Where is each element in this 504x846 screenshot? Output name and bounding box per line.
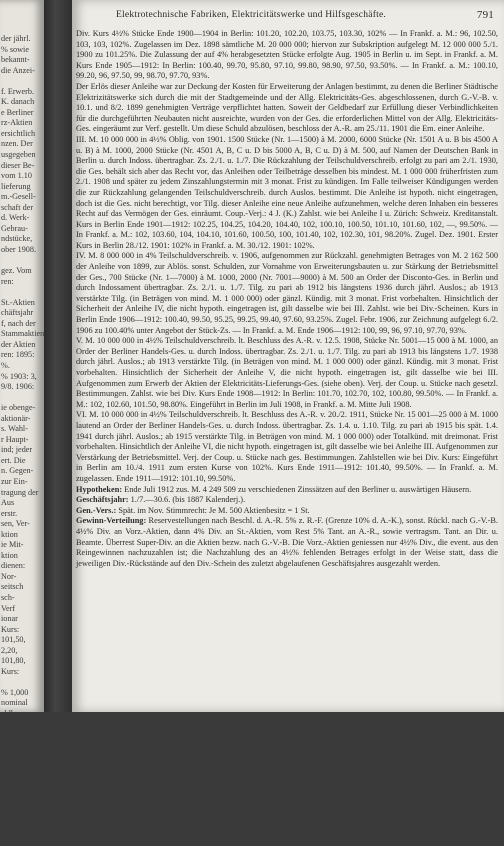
left-fragment-line: glas bbox=[1, 761, 15, 771]
left-fragment-line: ktion bbox=[1, 550, 18, 560]
left-fragment-line: die Anzei- bbox=[1, 65, 35, 75]
left-fragment-line: rz-Aktien bbox=[1, 118, 33, 128]
right-page bbox=[72, 0, 504, 712]
left-fragment-line: rer mit bbox=[1, 730, 24, 740]
left-fragment-line bbox=[1, 76, 44, 87]
left-fragment-line: s. Wahl- bbox=[1, 424, 28, 434]
label-gen-vers: Gen.-Vers.: bbox=[76, 505, 117, 515]
left-fragment-line: aktionär- bbox=[1, 413, 31, 423]
left-fragment-line: gänzlich bbox=[1, 751, 29, 761]
left-fragment-line: nzen. Der bbox=[1, 139, 33, 149]
left-fragment-line: ionar bbox=[1, 614, 18, 624]
left-fragment-line: tragung der bbox=[1, 487, 39, 497]
left-fragment-line: n Fr. bbox=[1, 793, 17, 803]
left-fragment-line: m.-Gesell- bbox=[1, 192, 36, 202]
left-fragment-line: ie obenge- bbox=[1, 403, 36, 413]
text-hypotheken: Ende Juli 1912 zus. M. 4 249 509 zu verschiedenen Zinssätzen auf den Berliner u. auswärtigen Häusern. bbox=[124, 484, 472, 494]
text-gen-vers: Spät. im Nov. Stimmrecht: Je M. 500 Aktienbesitz = 1 St. bbox=[118, 505, 310, 515]
left-page-fragments bbox=[0, 0, 44, 846]
left-fragment-line: d. Werk- bbox=[1, 213, 30, 223]
left-fragment-line: 2,20, bbox=[1, 645, 18, 655]
left-fragment-line: ober 1908. bbox=[1, 244, 37, 254]
left-fragment-line: vom 1.10 bbox=[1, 171, 32, 181]
left-fragment-line: e Berliner bbox=[1, 107, 34, 117]
left-fragment-line: ca. 50, bbox=[1, 719, 23, 729]
left-fragment-line: eine des bbox=[1, 835, 28, 845]
left-fragment-line: dieser Be- bbox=[1, 160, 35, 170]
left-fragment-line bbox=[1, 677, 44, 688]
left-fragment-line: ere Wahl bbox=[1, 740, 30, 750]
left-fragment-line bbox=[1, 255, 44, 266]
left-fragment-line: usgegeben bbox=[1, 150, 36, 160]
left-page-edge bbox=[0, 0, 45, 845]
left-fragment-line: ind; jeder bbox=[1, 445, 33, 455]
left-fragment-line: gez. Vom bbox=[1, 266, 32, 276]
left-fragment-line: Gebrau- bbox=[1, 223, 28, 233]
left-fragment-line: glas bbox=[1, 772, 15, 782]
left-fragment-line: % 1903: 3, bbox=[1, 371, 37, 381]
paragraph-anleihe-iv: IV. M. 8 000 000 in 4% Teilschuldverschreib. v. 1906, aufgenommen zur Rückzahl. genehmigten Betrages von M. 2 162 500 der Anleihe von 1899, zur Ablös. sonst. Schulden, zur Vornahme von Erweiterungsbauten u. zur Stärkung der Betriebsmittel der Ges., 700 Stücke (Nr. 1—7000) à M. 1000, 2000 (Nr. 7001—9000) à M. 500 an Order der Disconto-Ges. in Berlin und durch Indossament übertragbar. Zs. 2./1. u. 1./7. Tilg. zu pari ab 1912 bis längstens 1936 durch jährl. Auslos.; ab 1913 verstärkte Tilg. (in Beträgen von mind. M. 1 000 000) oder gänzl. Kündig. mit 3 monat. Frist vorbehalten. Hinsichtlich der Sicherheit der Anleihe IV, die nicht hypoth. eingetragen ist, gilt dasselbe wie bei III. Zahlst. wie bei Div.-Scheinen. Kurs in Berlin Ende 1906—1912: 100.40, 99.50, 95.25, 99.25, 99.40, 97.60, 93.25%. Zugel. Febr. 1906, zur Zeichnung aufgelegt 6./2. 1906 zu 100.40% unter Angebot der Stück-Zs. — In Frankf. a. M. Ende 1906—1912: 100, 99, 96, 97.10, 97.70, 93%. bbox=[76, 251, 498, 335]
left-fragment-line: rücksicht bbox=[1, 825, 32, 835]
left-fragment-line: r Haupt- bbox=[1, 434, 29, 444]
paragraph-anleihe-v: V. M. 10 000 000 in 4½% Teilschuldverschreib. lt. Beschluss des A.-R. v. 12.5. 1908, Stücke Nr. 5001—15 000 à M. 1000, an Order der Berliner Handels-Ges. u. durch Indoss. übertragbar. Zs. 2./1. u. 1./7. Tilg. zu pari ab 1913 bis längstens 1./7. 1938 durch jährl. Auslos.; ab 1913 verstärkte Tilg. (in Beträgen von mind. M. 1 000 000) oder gänzl. Kündig. mit 3 monat. Frist vorbehalten. Hinsichtlich der Sicherheit der Anleihe V, die nicht hypoth. eingetragen ist, gilt dasselbe wie bei III. Aufgenommen zum Erwerb der Aktien der Elektricitäts-Lieferungs-Ges. (siehe oben). Verj. der Coup. u. Stücke nach gesetzl. Bestimmungen. Zahlst. wie bei Div. Kurs Ende 1908—1912: In Berlin: 101.70, 102.70, 102, 100.80, 99.50%. — In Frankf. a. M.: 102, 102.60, 101.50, 98.80%. Eingeführt in Berlin im Juli 1908, in Frankf. a. M. Mitte Juli 1908. bbox=[76, 336, 498, 409]
left-fragment-line: Nor- bbox=[1, 571, 17, 581]
left-fragment-line: Aus bbox=[1, 498, 15, 508]
left-fragment-line: ren: 1895: bbox=[1, 350, 35, 360]
paragraph-geschaeftsjahr bbox=[76, 495, 498, 506]
left-fragment-line: lieferung bbox=[1, 181, 31, 191]
page-number: 791 bbox=[476, 9, 494, 21]
paragraph-anleihe-iii: III. M. 10 000 000 in 4½% Oblig. von 1901. 1500 Stücke (Nr. 1—1500) à M. 2000, 6000 Stücke (Nr. 1501 A u. B bis 4500 A u. B) à M. 1000, 2000 Stücke (Nr. 4501 A, B, C u. D bis 5000 A, B, C u. D) à M. 500, auf Namen der Deutschen Bank in Berlin u. durch Indoss. übertragbar. Zs. 2./1. u. 1./7. Die Rückzahlung der Teilschuldverschreib. erfolgt zu pari am 2./1. 1930, die Ges. behält sich aber das Recht vor, das Anleihen oder Teilbeträge desselben bis mindest. M. 1 000 000 früherfristen zum 2./1. 1908 und später zu jedem Zinszahlungstermin mit 3 monat. Frist zu kündigen. Im Falle teilweiser Kündigungen werden die zur Rückzahlung gelangenden Teilschuldverschreib. durch Auslos. bestimmt. Die Anleihe ist hypoth. nicht eingetragen, doch ist die Ges. nicht berechtigt, vor Tilg. dieser Anleihe eine neue Anleihe aufzunehmen, welche deren Inhaben ein besseres Recht auf das Vermögen der Ges. einräumt. Coup.-Verj.: 4 J. (K.) Zahlst. wie bei Anleihe I u. Zürich: Schweiz. Kreditanstalt. Kurs in Berlin Ende 1901—1912: 102.25, 104.25, 104.20, 104.40, 102, 100.10, 100.50, 101.10, 101.60, 102, —, 99.50%. — In Frankf. a. M.: 102, 103.60, 104, 104.10, 101.60, 100.50, 100, 101.40, 102, 102.30, 101, 98.20%. Zugel. Dez. 1901. Erster Kurs in Berlin 28./12. 1901: 102% in Frankf. a. M. 30./12. 1901: 102%. bbox=[76, 134, 498, 250]
left-fragment-line: ahlbar bbox=[1, 709, 22, 718]
left-fragment-line: % 1,000 bbox=[1, 687, 29, 697]
left-fragment-line: ert. Die bbox=[1, 455, 26, 465]
text-gewinn: Reservestellungen nach Beschl. d. A.-R. 5% z. R.-F. (Grenze 10% d. A.-K.), sonst. Rückl. nach G.-V.-B. 4½% Div. an Vorz.-Aktien, dann 4% Div. an St.-Aktien, vom Rest 5% Tant. an A.-R., sowie vertragsm. Tant. an Dir. u. Beamte. Überrest Super-Div. an die Aktien bezw. nach G.-V.-B. Die Vorz.-Aktien geniessen nur 4½% Div., die event. aus den Reingewinnen nachzuzahlen ist; die Nachzahlung des an 4½% fehlenden Betrages erfolgt in der Weise statt, dass die jeweiligen Div.-Rückstände auf den Div.-Schein des zuletzt abgelaufenen Geschäftsjahres ausgezahlt werden. bbox=[76, 516, 498, 568]
left-fragment-line: % sowie bbox=[1, 44, 29, 54]
left-fragment-line: f, nach der bbox=[1, 318, 36, 328]
paragraph-hypotheken bbox=[76, 485, 498, 496]
left-fragment-line: m der bbox=[1, 803, 20, 813]
left-fragment-line: Stammaktien bbox=[1, 329, 45, 339]
left-fragment-line: ndstücke, bbox=[1, 234, 33, 244]
left-fragment-line: f. Erwerb. bbox=[1, 86, 34, 96]
left-fragment-line: zur Ein- bbox=[1, 476, 28, 486]
left-fragment-line: Kurs: bbox=[1, 666, 20, 676]
left-fragment-line: bekannt- bbox=[1, 55, 30, 65]
page-body bbox=[76, 29, 498, 569]
left-fragment-line: Verf bbox=[1, 603, 16, 613]
left-fragment-line: Kurs: bbox=[1, 624, 20, 634]
left-fragment-line: erstr. bbox=[1, 508, 18, 518]
left-fragment-line: der jährl. bbox=[1, 34, 31, 43]
left-fragment-line: sch- bbox=[1, 592, 15, 602]
paragraph-div-kurs: Div. Kurs 4½% Stücke Ende 1900—1904 in Berlin: 101.20, 102.20, 103.75, 103.30, 102% — In Frankf. a. M.: 96, 102.50, 103, 103, 102%. Zugelassen im Dez. 1898 sämtliche M. 20 000 000; hiervon zur Subskription aufgelegt M. 12 000 000 5./1. 1900 zu 101.25%. Die Zulassung der auf 4% herabgesetzten Stücke erfolgte Aug. 1905 in Berlin u. im Sept. in Frankf. a. M. Kurs Ende 1905—1912: In Berlin: 100.40, 99.70, 95.80, 97.10, 99.80, 98.90, 97.50, 93.50%. — In Frankf. a. M.: 100.10, 99.20, 96, 97.50, 99, 98.70, 97.70, 93%. bbox=[76, 29, 498, 81]
left-fragment-line bbox=[1, 393, 44, 404]
left-fragment-line: n. Gegen- bbox=[1, 466, 34, 476]
left-fragment-line: ersichtlich bbox=[1, 128, 36, 138]
left-fragment-line: seitsch bbox=[1, 582, 24, 592]
left-fragment-line: 101,50, bbox=[1, 635, 26, 645]
text-geschaeftsjahr: 1./7.—30.6. (bis 1887 Kalenderj.). bbox=[130, 495, 246, 505]
label-gewinn: Gewinn-Verteilung: bbox=[76, 516, 147, 526]
left-fragment-line: 101,80, bbox=[1, 656, 26, 666]
label-hypotheken: Hypotheken: bbox=[76, 484, 123, 494]
left-fragment-line: K. danach bbox=[1, 97, 35, 107]
book-gutter bbox=[44, 0, 72, 712]
left-fragment-line: der Aktien bbox=[1, 339, 36, 349]
left-fragment-line: schaft der bbox=[1, 202, 34, 212]
label-geschaeftsjahr: Geschäftsjahr: bbox=[76, 495, 129, 505]
running-head bbox=[116, 9, 494, 20]
left-fragment-line: sen, Ver- bbox=[1, 519, 30, 529]
left-fragment-line: dienen: bbox=[1, 561, 26, 571]
running-head-title: Elektrotechnische Fabriken, Elektricitätswerke und Hilfsgeschäfte. bbox=[116, 9, 387, 20]
left-fragment-line: chäftsjahr bbox=[1, 308, 34, 318]
left-fragment-line: se 25,5 bbox=[1, 782, 25, 792]
paragraph-gewinn bbox=[76, 516, 498, 569]
paragraph-erloes: Der Erlös dieser Anleihe war zur Deckung der Kosten für Erweiterung der Anlagen bestimmt, zu denen die Berliner Städtische Elektrizitätswerke sich durch die mit der Stadtgemeinde und der Allg. Elektricitäts-Ges. abgeschlossenen, durch G.-V.-B. v. 10.1. und 8/2. 1899 genehmigten Verträge verpflichtet hatten. Soweit der Geldbedarf zur Erfüllung dieser Verbindlichkeiten für die durchgeführten Neubauten nicht ausreichte, wurden von der Ges. die erforderlichen Mittel von der Allg. Elektricitäts-Ges. eingeräumt zur Verf. gestellt. Um diese Schuld abzulösen, beschloss der A.-R. am 25./11. 1901 die Em. einer Anleihe. bbox=[76, 81, 498, 134]
left-fragment-line: St.-Aktien bbox=[1, 297, 35, 307]
left-fragment-line: nominal bbox=[1, 698, 28, 708]
left-fragment-line: ie Mit- bbox=[1, 540, 24, 550]
left-fragment-line: ren: bbox=[1, 276, 14, 286]
left-fragment-line: ktion bbox=[1, 529, 18, 539]
left-fragment-line: 9/8. 1906: bbox=[1, 382, 35, 392]
left-fragment-line: %. bbox=[1, 360, 10, 370]
left-fragment-line: gebnis bbox=[1, 814, 23, 824]
paragraph-anleihe-vi: VI. M. 10 000 000 in 4½% Teilschuldverschreib. lt. Beschluss des A.-R. v. 20./2. 1911, Stücke Nr. 15 001—25 000 à M. 1000 lautend an Order der Berliner Handels-Ges. u. durch Indoss. übertragbar. Zs. 1.4. u. 1.10. Tilg. zu pari ab 1915 bis spät. 1.4. 1941 durch jährl. Auslos.; ab 1915 verstärkte Tilg. in Beträgen von mind. M. 1 000 000) oder Totalkünd. mit dreimonat. Frist vorbehalten. Hinsichtlich der Anleihe VI, die nicht hypoth. eingetragen ist, gilt dasselbe wie bei Anleihe III. Aufgenommen zur Verstärkung der Betriebsmittel. Verj. der Coup. u. Stücke nach ges. Bestimmungen. Zahlstellen wie bei Div. Kurs: Eingeführt in Berlin am 10./4. 1911 zum ersten Kurse von 102%. Kurs Ende 1911—1912: 101.40, 99.50%. — In Frankf. a. M. zugelassen. Ende 1911—1912: 101.10, 99.50%. bbox=[76, 410, 498, 483]
left-fragment-line bbox=[1, 287, 44, 298]
paragraph-gen-vers bbox=[76, 506, 498, 517]
